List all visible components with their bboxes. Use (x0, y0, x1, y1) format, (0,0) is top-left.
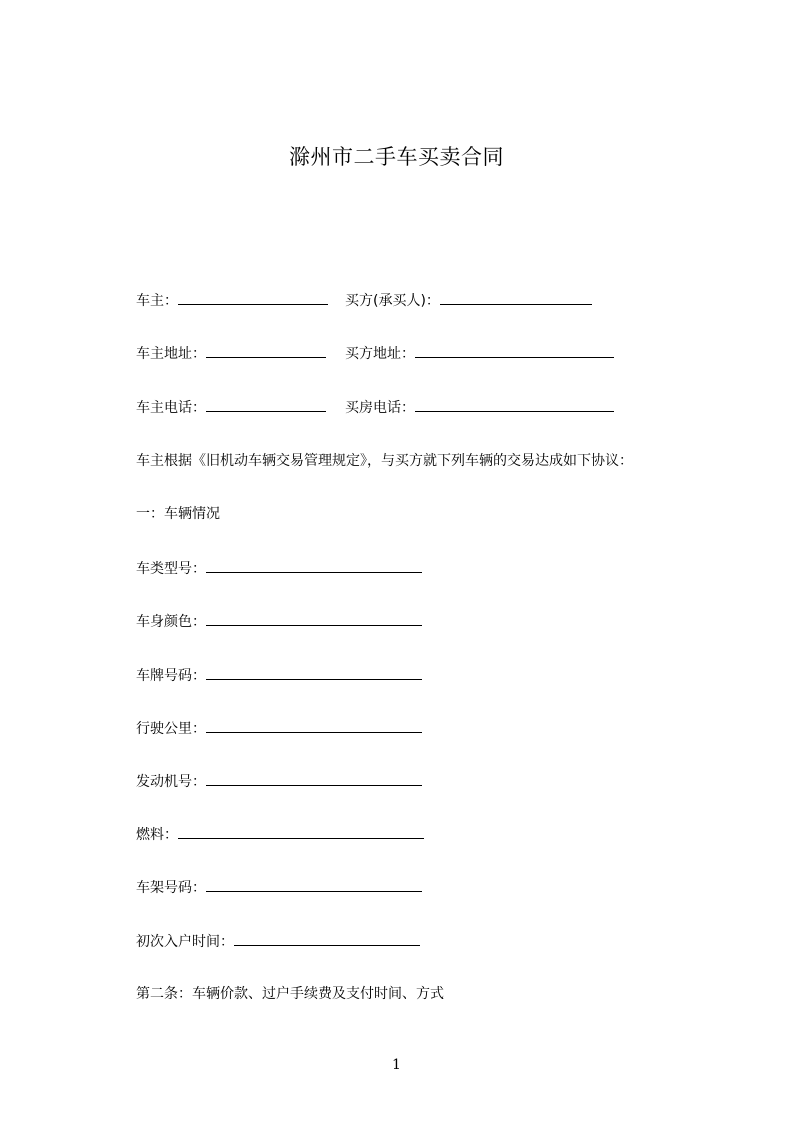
field-label: 燃料： (136, 827, 178, 843)
page-number: 1 (392, 1057, 401, 1073)
owner-address-blank[interactable] (206, 343, 326, 358)
field-body-color-blank[interactable] (206, 611, 422, 626)
field-label: 车身颜色： (136, 614, 206, 630)
buyer-row (345, 290, 592, 311)
buyer-phone-row (345, 397, 614, 418)
document-title: 滁州市二手车买卖合同 (289, 145, 504, 169)
field-fuel-blank[interactable] (178, 824, 424, 839)
owner-phone-blank[interactable] (206, 397, 326, 412)
field-engine-number-row (136, 771, 422, 792)
field-body-color-row (136, 611, 422, 632)
buyer-label: 买方(承买人)： (345, 293, 440, 309)
field-first-registration-blank[interactable] (234, 931, 420, 946)
field-label: 车类型号： (136, 561, 206, 577)
field-label: 发动机号： (136, 774, 206, 790)
buyer-address-row (345, 343, 614, 364)
buyer-address-blank[interactable] (415, 343, 614, 358)
field-label: 车架号码： (136, 880, 206, 896)
field-engine-number-blank[interactable] (206, 771, 422, 786)
field-mileage-row (136, 718, 422, 739)
owner-blank[interactable] (178, 290, 328, 305)
field-vehicle-model-row (136, 558, 422, 579)
owner-address-row (136, 343, 326, 364)
buyer-blank[interactable] (440, 290, 592, 305)
owner-row (136, 290, 328, 311)
field-first-registration-row (136, 931, 420, 952)
intro-paragraph: 车主根据《旧机动车辆交易管理规定》，与买方就下列车辆的交易达成如下协议： (136, 453, 633, 469)
field-frame-number-row (136, 877, 422, 898)
field-plate-number-blank[interactable] (206, 665, 422, 680)
field-label: 行驶公里： (136, 721, 206, 737)
field-vehicle-model-blank[interactable] (206, 558, 422, 573)
owner-phone-label: 车主电话： (136, 400, 206, 416)
section2-heading: 第二条：车辆价款、过户手续费及支付时间、方式 (136, 986, 444, 1002)
buyer-phone-blank[interactable] (415, 397, 614, 412)
field-label: 初次入户时间： (136, 934, 234, 950)
field-label: 车牌号码： (136, 668, 206, 684)
owner-address-label: 车主地址： (136, 346, 206, 362)
buyer-address-label: 买方地址： (345, 346, 415, 362)
field-plate-number-row (136, 665, 422, 686)
owner-phone-row (136, 397, 326, 418)
owner-label: 车主： (136, 293, 178, 309)
buyer-phone-label: 买房电话： (345, 400, 415, 416)
section1-heading: 一：车辆情况 (136, 506, 220, 522)
field-frame-number-blank[interactable] (206, 877, 422, 892)
field-mileage-blank[interactable] (206, 718, 422, 733)
field-fuel-row (136, 824, 424, 845)
